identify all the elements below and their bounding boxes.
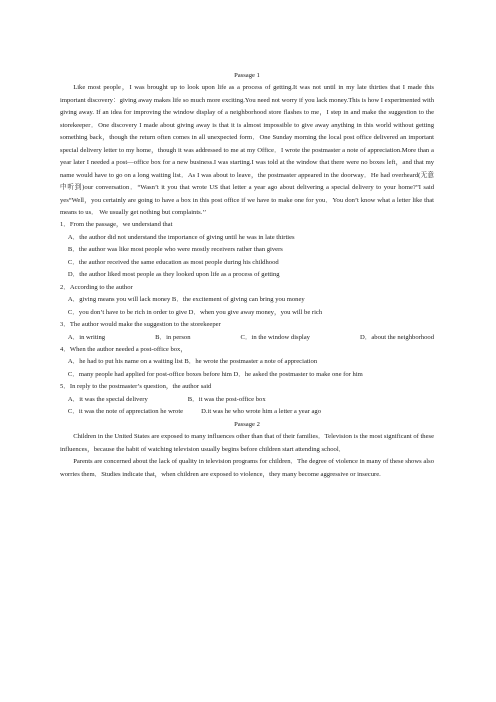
- passage-1-text: Like most people，I was brought up to look upon life as a process of getting.It was not until in my late thirties that I made this important discovery：giving away makes life so much more exciting.You need not worry if you lack money.This is how I experimented with giving away. If an idea for improving the window display of a neighborhood store flashes to me，I step in and make the suggestion to the storekeeper．One discovery I made about giving away is that it is almost impossible to give away anything in this world without getting something back，though the return often comes in all unexpected form．One Sunday morning the local post office delivered an important special delivery letter to my home，though it was addressed to me at my Office．I wrote the postmaster a note of appreciation.More than a year later I needed a post—office box for a new business.I was starting.I was told at the window that there were no boxes left，and that my name would have to go on a long waiting list．As I was about to leave，the postmaster appeared in the doorway．He had overheard(无意中听到)our conversation．“Wasn’t it you that wrote US that letter a year ago about delivering a special delivery to your home?”I said yes“Well，you certainly are going to have a box in this post office if we have to make one for you．You don’t know what a letter like that means to us． We usually get nothing but complaints.’’: [60, 84, 434, 216]
- passage-2-paragraph-1: Children in the United States are exposed to many influences other than that of their families．Television is the most significant of these influences，because the habit of watching television usually begins before children start attending school．: [60, 433, 435, 453]
- question-5-option-b: B．it was the post-office box: [187, 395, 266, 403]
- question-5-stem: 5．In reply to the postmaster’s question，the author said: [60, 383, 212, 391]
- question-1-option-a: A．the author did not understand the importance of giving until he was in late thirties: [67, 233, 295, 241]
- question-3-option-c: C．in the window display: [240, 333, 310, 341]
- passage-2-title: Passage 2: [234, 420, 260, 428]
- question-4-stem: 4．When the author needed a post-office box，: [60, 345, 187, 353]
- document-page: [60, 70, 434, 481]
- question-1-stem: 1．From the passage，we understand that: [60, 221, 173, 229]
- question-5-options-cd: [60, 406, 434, 418]
- passage-2-paragraph-2: Parents are concerned about the lack of quality in television programs for children．The degree of violence in many of these shows also worries them．Studies indicate that，when children are exposed to violence，they many become aggressive or insecure.: [60, 458, 434, 478]
- question-5-option-d: D.it was he who wrote him a letter a year ago: [201, 408, 322, 416]
- question-1-option-b: B．the author was like most people who were mostly receivers rather than givers: [67, 246, 283, 254]
- question-3-stem: 3．The author would make the suggestion to the storekeeper: [60, 321, 221, 329]
- question-3-options: [60, 332, 434, 344]
- question-4-options-cd: C．many people had applied for post-office boxes before him D．he asked the postmaster to make one for him: [67, 370, 363, 378]
- question-2-options-ab: A．giving means you will lack money B．the excitement of giving can bring you money: [67, 296, 305, 304]
- question-5-option-c: C．it was the note of appreciation he wrote: [67, 408, 184, 416]
- question-3-option-b: B．in person: [155, 333, 191, 341]
- question-2-stem: 2．According to the author: [60, 283, 133, 291]
- question-5-option-a: A．it was the special delivery: [67, 395, 148, 403]
- question-3-option-d: D．about the neighborhood: [360, 333, 434, 341]
- question-5-options-ab: [60, 394, 434, 406]
- question-4-options-ab: A．he had to put his name on a waiting list B．he wrote the postmaster a note of appreciation: [67, 358, 318, 366]
- question-1-option-c: C．the author received the same education as most people during his childhood: [67, 258, 279, 266]
- question-1-option-d: D．the author liked most people as they looked upon life as a process of getting: [67, 271, 280, 279]
- question-2-options-cd: C．you don’t have to be rich in order to give D．when you give away money，you will be rich: [67, 308, 323, 316]
- question-3-option-a: A．in writing: [67, 333, 106, 341]
- passage-1-title: Passage 1: [234, 72, 260, 79]
